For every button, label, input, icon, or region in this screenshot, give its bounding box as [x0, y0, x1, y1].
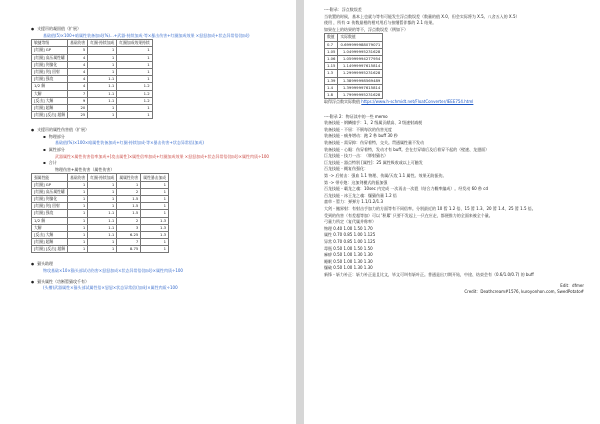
s2-item3-text: 物理伤害+属性伤害（属性伤害）	[55, 166, 115, 172]
table-cell: 3	[117, 224, 141, 231]
table-cell: [红圈] 剑撞化	[32, 61, 68, 68]
table-cell: 4	[68, 54, 88, 61]
page-gutter	[296, 0, 304, 424]
table-cell: [红圈] 强攻	[32, 76, 68, 83]
memo-line: 第 -> 后射击：强血 1.1 物理、伤属/天攻 1.1 属性。效果无防振伤。	[324, 173, 447, 178]
r2-lines	[324, 120, 592, 226]
table-cell: 大解	[32, 90, 68, 97]
table-cell: 1	[117, 54, 152, 61]
table-cell: 1.3	[325, 70, 338, 77]
s2-item1-text: 基础值(%)×100×暗属性装备加成+红圈·持续加成·等×暴击伤害+状态异常倍(加成)	[55, 140, 204, 146]
table-header-cell: 属属性伤害	[117, 174, 141, 181]
table-cell: 1	[117, 104, 152, 111]
table-row	[325, 55, 383, 62]
table-cell: 1/2 解	[32, 83, 68, 90]
table-cell: 1.39999997615814	[338, 84, 383, 91]
table-cell: 1	[68, 239, 88, 246]
r1-table-body	[325, 41, 383, 99]
table-row	[32, 61, 153, 68]
table-row	[32, 83, 153, 90]
table-row	[32, 104, 153, 111]
table-cell: 1.8	[325, 91, 338, 98]
memo-line: 装备技能 - 钢鳞撞手：1、2 级属贡献高、3 级速射减税	[324, 120, 423, 126]
table-row	[32, 76, 153, 83]
table-row	[32, 188, 169, 195]
table-cell: 1	[88, 61, 117, 68]
table-row	[325, 48, 383, 55]
table-cell: 1.2	[117, 83, 152, 90]
table-header-cell: 红圈加成效果持续	[117, 40, 152, 47]
table-cell: 1/2 解	[32, 217, 68, 224]
table-cell: 1.4	[325, 84, 338, 91]
table-row	[32, 239, 169, 246]
memo-line: 装备技能 - 需穿抑：伤穿着特，交关。贯通属性量不发动	[324, 140, 424, 146]
table-cell: 1.05999994277954	[338, 55, 383, 62]
table-cell: 1.1	[88, 217, 117, 224]
table-cell: 0.699999988079071	[338, 41, 383, 48]
table-cell: 1	[141, 246, 169, 253]
table-cell: 1	[141, 181, 169, 188]
table-cell: 4	[68, 76, 88, 83]
table-cell: 2	[117, 188, 141, 195]
table-cell: [红圈] 超解	[32, 104, 68, 111]
table-cell: 1	[117, 112, 152, 119]
table-cell: 1.2	[117, 97, 152, 104]
table-row	[32, 195, 169, 202]
r1-line-1: 当装置的时候，基本上也就与等有可能发生浮点数误差（数量的值 X.0，但会实际将为 X.5。八舍五入的 X.5）	[324, 13, 520, 19]
memo-line: 巨龙技能 - 技刀一击：（绑射猫名）	[324, 153, 388, 159]
table-cell: 1.79999995231628	[338, 91, 383, 98]
s1-table-header	[32, 40, 153, 47]
table-cell: [红圈] GP	[32, 181, 68, 188]
s3-text: 物攻基础×10×猫头部试动伤害×怒怒加成×状态异常倍(加成)×属性肉质÷100	[43, 268, 183, 274]
left-page	[0, 0, 296, 424]
table-row	[32, 203, 169, 210]
table-cell: 1.1	[88, 224, 117, 231]
table-cell: [反击] 大解	[32, 231, 68, 238]
s2-item1-label: ▪ 物理部分	[31, 134, 288, 141]
memo-line: 百龙技能 - 冰王龙之魂：爆猫伤量 1.2 倍	[324, 192, 397, 198]
table-cell: 1	[141, 210, 169, 217]
table-header-cell: 数值	[325, 34, 338, 41]
table-row	[325, 91, 383, 98]
edit-credit: Edit：dfmer	[560, 282, 584, 288]
table-cell: 20	[68, 104, 88, 111]
table-cell: 1.1	[88, 76, 117, 83]
s2-title: ● 支援吊的属性伤害值（扩展）	[31, 127, 288, 134]
table-cell: 1	[141, 195, 169, 202]
table-row	[32, 210, 169, 217]
r1-title: ----附录：浮点数误差	[324, 7, 362, 12]
table-cell: 1.1	[88, 83, 117, 90]
table-cell: [红圈] 高压属性罐	[32, 54, 68, 61]
r1-source-label: 取得浮点数实际数值	[324, 99, 360, 105]
table-cell: 1.3	[141, 217, 169, 224]
s3-title: ● 猫头助理	[31, 261, 288, 268]
multiplier-row: 属性 0.70 0.85 1.00 1.125	[324, 232, 376, 238]
memo-line: 弓量力所定（复代属并称率）	[324, 219, 376, 225]
table-cell: 1.5	[117, 203, 141, 210]
multiplier-row: 麻痹 0.50 1.00 1.30 1.30	[324, 252, 373, 258]
table-cell: [红圈] 剑] 回射	[32, 68, 68, 75]
table-cell: 1	[88, 54, 117, 61]
table-header-cell: 基础伤害	[68, 174, 88, 181]
r1-source	[324, 99, 592, 106]
table-cell: 1	[88, 104, 117, 111]
table-cell: 1.1	[88, 97, 117, 104]
memo-line: 装备技能 - 痛身增动：跑 2 秒 buff 30 秒	[324, 133, 398, 139]
table-row	[32, 231, 169, 238]
table-cell: 1.1	[88, 210, 117, 217]
table-cell: [红圈] [反击] 超解	[32, 112, 68, 119]
s2-table	[31, 173, 169, 253]
table-cell: 1	[141, 203, 169, 210]
r2-multiplier-rows	[324, 226, 592, 272]
table-cell: 5	[68, 47, 88, 54]
multiplier-row: 物理 0.40 1.00 1.50 1.70	[324, 225, 373, 231]
s1-formula: 基础值(5)×100+暗属性装备加成(%)…+武器·持续加成·等×暴击伤害+红圈加成效果 ×怒怒加成+状态异常倍(加成)	[43, 32, 250, 38]
table-cell: 1.1	[88, 231, 117, 238]
table-cell: 大解	[32, 224, 68, 231]
table-cell: [红圈] 强攻	[32, 210, 68, 217]
table-header-cell: 基础伤害	[68, 40, 88, 47]
table-cell: 1.5	[117, 210, 141, 217]
table-cell: 1	[88, 181, 117, 188]
table-cell: 1	[68, 203, 88, 210]
table-cell: 1	[88, 246, 117, 253]
table-cell: 1	[68, 210, 88, 217]
table-cell: 4	[68, 68, 88, 75]
table-cell: 4	[68, 61, 88, 68]
table-cell: 1	[117, 47, 152, 54]
multiplier-row: 异常 0.70 0.85 1.00 1.125	[324, 238, 376, 244]
table-cell: 1.1	[88, 90, 117, 97]
r1-line-3: 如果在上的结果的等不，浮点数误差（例如下）	[324, 26, 408, 32]
memo-line: 大剑 - 撤界射：有射击手加力的方面等有不同倍率。分别最近的 10 暂 1.2 倍、15 暂 1.3、20 暂 1.4、25 暂 1.5 倍。	[324, 205, 536, 211]
s1-table-body	[32, 47, 153, 119]
table-cell: 1	[68, 195, 88, 202]
table-header-cell: 敏捷等级	[32, 40, 68, 47]
table-row	[325, 77, 383, 84]
table-cell: 1	[117, 61, 152, 68]
r1-line-2: 使用 ，所有 ① 伤数最相的相对用后与按继暂伴都的 2.1 结果。	[324, 20, 437, 26]
table-header-cell: 红圈·持续加成	[88, 40, 117, 47]
table-row	[32, 68, 153, 75]
table-cell: [红圈] GP	[32, 47, 68, 54]
table-cell: [红圈] 剑撞化	[32, 195, 68, 202]
s1-title: ● 支援吊的凝固值（扩展）	[31, 26, 288, 33]
table-cell: 1.38999998569489	[338, 77, 383, 84]
table-row	[325, 63, 383, 70]
r2-footer: 新锋 - 斩力补正：斩力补正是且比文，毕文可叫有斩叶正。普通是出刀期开始，中途、结束会有（0.6/1.0/0.7) 的 buff	[324, 271, 534, 277]
table-row	[32, 112, 153, 119]
right-page	[304, 0, 600, 424]
table-header-cell: 红圈·持续加成	[88, 174, 117, 181]
table-cell: 1	[88, 47, 117, 54]
table-cell: 1	[68, 188, 88, 195]
s2-item2-label: ▪ 属性部分	[31, 147, 288, 154]
table-row	[325, 70, 383, 77]
table-cell: 1	[68, 224, 88, 231]
table-cell: 6.25	[117, 231, 141, 238]
table-cell: 1.39	[325, 77, 338, 84]
table-cell: 1.06	[325, 55, 338, 62]
r1-table-header	[325, 34, 383, 41]
memo-line: 百龙技能 - 概复伤强化：	[324, 166, 368, 172]
table-cell: 2	[117, 217, 141, 224]
table-row	[32, 217, 169, 224]
table-row	[32, 54, 153, 61]
s2-table-body	[32, 181, 169, 253]
table-cell: 1.14999997615814	[338, 63, 383, 70]
multiplier-row: 毒瓶 0.50 1.00 1.50 1.50	[324, 245, 373, 251]
table-row	[32, 181, 169, 188]
table-row	[325, 41, 383, 48]
s2-item3-label: ▪ 合计	[31, 160, 288, 167]
table-cell: 1	[68, 231, 88, 238]
table-cell: 1.29999995231628	[338, 70, 383, 77]
table-cell: 1.2	[117, 90, 152, 97]
memo-line: 装备技能 - 不屈：不倒每次的伤害光度	[324, 126, 392, 132]
table-cell: [红圈] 剑] 回射	[32, 203, 68, 210]
table-cell: 1.3	[141, 224, 169, 231]
r1-table	[324, 33, 383, 99]
s2-item2-text: 武器属性×属性伤害倍率加成+[攻击属性]×属性倍率加成+红圈加成效果 ×怒怒加成+状态异常倍(加成)×属性肉质÷100	[55, 153, 269, 159]
s1-table	[31, 39, 153, 119]
memo-line: 受到的伤害（有差超等加）可以 '积累' 只要不发起上一只在应走，都便推力的全面来被全个量。	[324, 212, 493, 218]
table-cell: 1	[88, 195, 117, 202]
table-row	[32, 90, 153, 97]
table-cell: 1.04999995231628	[338, 48, 383, 55]
table-cell: 1	[68, 181, 88, 188]
memo-line: 百龙技能 - 霸龙之魂：10sec 内完成 一次再击一次裂（结合力概率编成）。经发动 60 秒 cd	[324, 186, 489, 192]
table-cell: 1	[141, 188, 169, 195]
table-cell: 1	[141, 239, 169, 246]
table-cell: 8.75	[117, 246, 141, 253]
table-row	[325, 84, 383, 91]
table-cell: [红圈] 高压属性罐	[32, 188, 68, 195]
table-cell: [反击] 大解	[32, 97, 68, 104]
table-cell: 1	[117, 76, 152, 83]
table-cell: 4	[68, 83, 88, 90]
table-cell: 1.3	[141, 231, 169, 238]
table-row	[32, 97, 153, 104]
table-header-cell: 实际数值	[338, 34, 383, 41]
table-row	[32, 246, 169, 253]
table-cell: 1	[68, 217, 88, 224]
table-cell: 1.15	[325, 63, 338, 70]
table-cell: 1	[88, 203, 117, 210]
table-row	[32, 224, 169, 231]
multiplier-row: 睡眠 0.50 1.00 1.30 1.30	[324, 258, 373, 264]
table-cell: 1	[117, 181, 141, 188]
float-converter-link[interactable]: https://www.h-schmidt.net/FloatConverter/IEEE754.html	[361, 99, 474, 105]
table-cell: 0.7	[325, 41, 338, 48]
table-cell: 9	[68, 97, 88, 104]
s4-title: ● 猫头属性（功断暂猫攻千有）	[31, 279, 288, 286]
s2-table-header	[32, 174, 169, 181]
table-cell: 25	[68, 112, 88, 119]
table-row	[32, 47, 153, 54]
table-cell: 1.05	[325, 48, 338, 55]
table-cell: 7	[68, 90, 88, 97]
memo-line: 巨龙技能 - 器点特别 [属性]：25 属性吸收或以上可触发	[324, 159, 423, 165]
s4-text: (头槽)武器属性×猫头部试属性倍×怒怒×状态异常倍(加成)×属性肉质÷100	[43, 285, 178, 291]
credits: Credit：Deathcream#1576, kuroyonhon.com, SwedPotato#	[464, 289, 584, 295]
multiplier-row: 爆破 0.50 1.00 1.30 1.30	[324, 265, 373, 271]
table-cell: 1	[88, 68, 117, 75]
r2-title: ----附录 2：物证读中的一些 memo	[324, 113, 388, 119]
table-header-cell: 属性暴击加成	[141, 174, 169, 181]
table-cell: 1	[88, 188, 117, 195]
memo-line: 第 -> 带专炮：这加剑模式的振加强	[324, 179, 388, 185]
memo-line: 装备技能 - 心眼：伤穿着特，发动才有 buff。会在打穿墙后及后着穿不起的（壁速、龙翅面）	[324, 146, 490, 152]
table-cell: 1	[68, 246, 88, 253]
table-header-cell: 强属性能	[32, 174, 68, 181]
table-cell: [红圈] [反击] 超解	[32, 246, 68, 253]
table-cell: 1	[117, 68, 152, 75]
table-cell: 7	[117, 239, 141, 246]
table-cell: 1	[88, 239, 117, 246]
table-cell: 1	[88, 112, 117, 119]
table-cell: [红圈] 超解	[32, 239, 68, 246]
memo-line: 童草 - 暂力：弹弹方 1.1/1.2/1.3	[324, 199, 384, 205]
table-cell: 1.5	[117, 195, 141, 202]
